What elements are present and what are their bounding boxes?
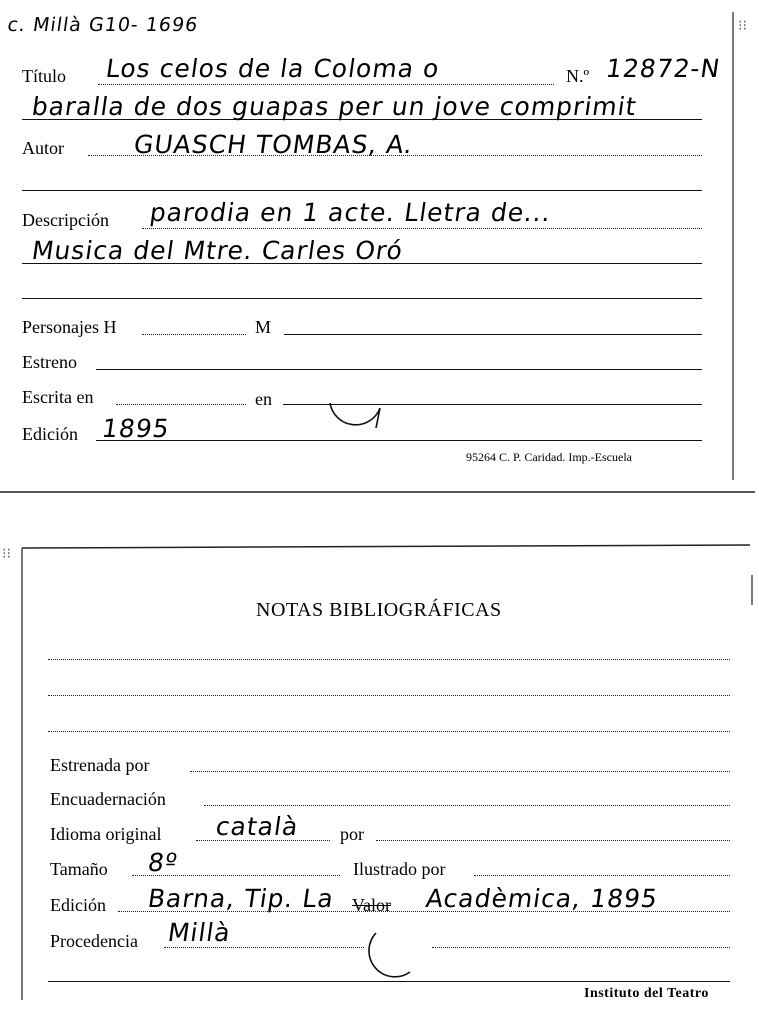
estrenada-label: Estrenada por: [50, 755, 150, 775]
numero-value: 12872-N: [604, 54, 723, 83]
estreno-label: Estreno: [22, 352, 77, 372]
descripcion-value-2: Musica del Mtre. Carles Oró: [30, 236, 406, 265]
notas-line-2: [48, 695, 730, 696]
estreno-line: [96, 369, 702, 370]
titulo-label: Título: [22, 66, 66, 86]
autor-value: GUASCH TOMBAS, A.: [132, 130, 416, 159]
titulo-value-2: baralla de dos guapas per un jove comprimit: [30, 92, 639, 121]
header-note: c. Millà G10- 1696: [6, 14, 200, 36]
ilustrado-label: Ilustrado por: [353, 859, 446, 879]
edicion-label-1: Edición: [22, 424, 78, 444]
en-line: [283, 404, 702, 405]
escrita-label: Escrita en: [22, 387, 94, 407]
edicion-value-2b: Acadèmica, 1895: [424, 884, 660, 913]
por-line: [376, 840, 730, 841]
printer-code: 95264 C. P. Caridad. Imp.-Escuela: [466, 450, 632, 464]
idioma-label: Idioma original: [50, 824, 162, 844]
footer-institution: Instituto del Teatro: [584, 986, 709, 1001]
procedencia-line-2: [432, 947, 730, 948]
descripcion-line: [142, 228, 702, 229]
m-label: M: [255, 317, 272, 337]
titulo-line: [98, 84, 554, 85]
punch-hole-top: [330, 403, 380, 428]
procedencia-value: Millà: [166, 918, 233, 947]
procedencia-label: Procedencia: [50, 931, 138, 951]
edicion-value-2a: Barna, Tip. La: [146, 884, 336, 913]
svg-text:⁝⁝: ⁝⁝: [2, 546, 11, 562]
encuadernacion-line: [204, 805, 730, 806]
punch-hole-bottom: [369, 933, 410, 977]
escrita-line: [116, 404, 246, 405]
personajes-h-line: [142, 334, 246, 335]
edicion-value-1: 1895: [100, 414, 172, 443]
en-label: en: [255, 389, 272, 409]
ilustrado-line: [474, 875, 730, 876]
personajes-label: Personajes H: [22, 317, 117, 337]
idioma-value: català: [214, 812, 301, 841]
por-label: por: [340, 824, 364, 844]
notas-bottom-line: [48, 981, 730, 982]
notas-line-1: [48, 659, 730, 660]
valor-label: Valor: [352, 895, 391, 915]
titulo-value: Los celos de la Coloma o: [104, 54, 442, 83]
edicion-label-2: Edición: [50, 895, 106, 915]
estrenada-line: [190, 771, 730, 772]
edicion-line-1: [96, 440, 702, 441]
encuadernacion-label: Encuadernación: [50, 789, 166, 809]
autor-label: Autor: [22, 138, 64, 158]
descripcion-value: parodia en 1 acte. Lletra de...: [148, 198, 554, 227]
numero-label: N.º: [566, 66, 590, 86]
blank-line-2: [22, 298, 702, 299]
procedencia-line: [164, 947, 364, 948]
tamano-value: 8º: [146, 848, 180, 877]
notas-line-3: [48, 731, 730, 732]
svg-text:⁝⁝: ⁝⁝: [738, 18, 747, 34]
notas-title: NOTAS BIBLIOGRÁFICAS: [256, 599, 502, 621]
tamano-label: Tamaño: [50, 859, 108, 879]
personajes-m-line: [284, 334, 702, 335]
blank-line-1: [22, 190, 702, 191]
descripcion-label: Descripción: [22, 210, 109, 230]
